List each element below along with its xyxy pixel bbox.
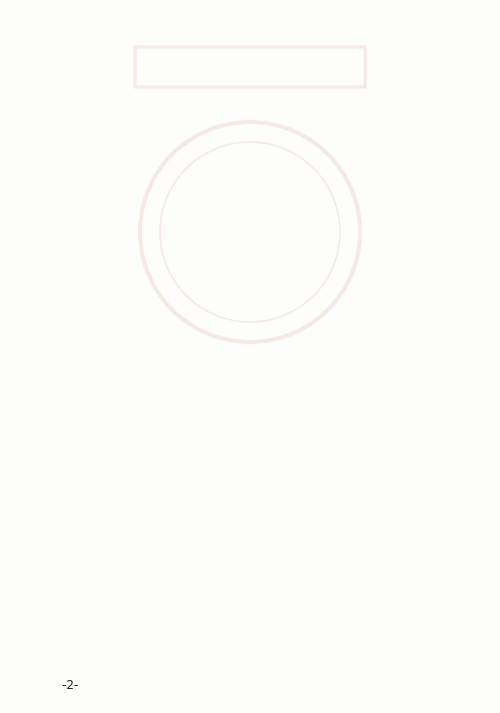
page-number: -2- (62, 678, 79, 692)
faded-seal-watermark (125, 42, 375, 372)
